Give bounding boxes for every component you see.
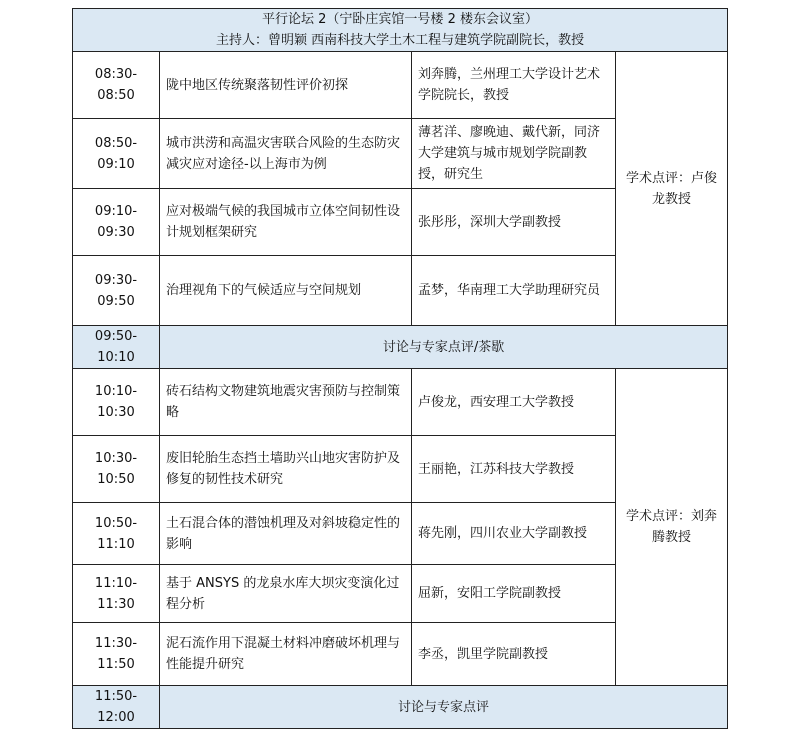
break-label: 讨论与专家点评	[160, 686, 728, 729]
time-cell: 09:30-09:50	[73, 256, 160, 326]
table-row	[73, 52, 728, 119]
time-cell: 11:30-11:50	[73, 623, 160, 686]
talk-title: 治理视角下的气候适应与空间规划	[160, 256, 412, 326]
time-cell: 09:10-09:30	[73, 189, 160, 256]
time-cell: 10:30-10:50	[73, 436, 160, 503]
table-row	[73, 369, 728, 436]
talk-title: 废旧轮胎生态挡土墙助兴山地灾害防护及修复的韧性技术研究	[160, 436, 412, 503]
speaker-cell: 张彤彤，深圳大学副教授	[412, 189, 616, 256]
speaker-cell: 刘奔腾，兰州理工大学设计艺术学院院长，教授	[412, 52, 616, 119]
speaker-cell: 蒋先刚，四川农业大学副教授	[412, 503, 616, 565]
speaker-cell: 屈新，安阳工学院副教授	[412, 565, 616, 623]
time-cell: 10:10-10:30	[73, 369, 160, 436]
talk-title: 泥石流作用下混凝土材料冲磨破坏机理与性能提升研究	[160, 623, 412, 686]
break-label: 讨论与专家点评/茶歇	[160, 326, 728, 369]
speaker-cell: 卢俊龙，西安理工大学教授	[412, 369, 616, 436]
forum-header-row	[73, 9, 728, 52]
talk-title: 土石混合体的潜蚀机理及对斜坡稳定性的影响	[160, 503, 412, 565]
time-cell: 11:50-12:00	[73, 686, 160, 729]
forum-host: 主持人：曾明颖 西南科技大学土木工程与建筑学院副院长，教授	[215, 33, 585, 48]
time-cell: 10:50-11:10	[73, 503, 160, 565]
forum-schedule-table	[72, 8, 728, 729]
break-row	[73, 326, 728, 369]
commentator-cell: 学术点评：卢俊龙教授	[616, 52, 728, 326]
time-cell: 08:50-09:10	[73, 119, 160, 189]
time-cell: 08:30-08:50	[73, 52, 160, 119]
forum-header	[73, 9, 728, 52]
speaker-cell: 孟梦，华南理工大学助理研究员	[412, 256, 616, 326]
break-row	[73, 686, 728, 729]
talk-title: 砖石结构文物建筑地震灾害预防与控制策略	[160, 369, 412, 436]
speaker-cell: 薄茗洋、廖晚迪、戴代新，同济大学建筑与城市规划学院副教授，研究生	[412, 119, 616, 189]
time-cell: 09:50-10:10	[73, 326, 160, 369]
commentator-cell: 学术点评：刘奔腾教授	[616, 369, 728, 686]
speaker-cell: 王丽艳，江苏科技大学教授	[412, 436, 616, 503]
talk-title: 城市洪涝和高温灾害联合风险的生态防灾减灾应对途径-以上海市为例	[160, 119, 412, 189]
talk-title: 应对极端气候的我国城市立体空间韧性设计规划框架研究	[160, 189, 412, 256]
forum-title: 平行论坛 2（宁卧庄宾馆一号楼 2 楼东会议室）	[262, 12, 538, 27]
talk-title: 陇中地区传统聚落韧性评价初探	[160, 52, 412, 119]
talk-title: 基于 ANSYS 的龙泉水库大坝灾变演化过程分析	[160, 565, 412, 623]
time-cell: 11:10-11:30	[73, 565, 160, 623]
speaker-cell: 李丞，凯里学院副教授	[412, 623, 616, 686]
